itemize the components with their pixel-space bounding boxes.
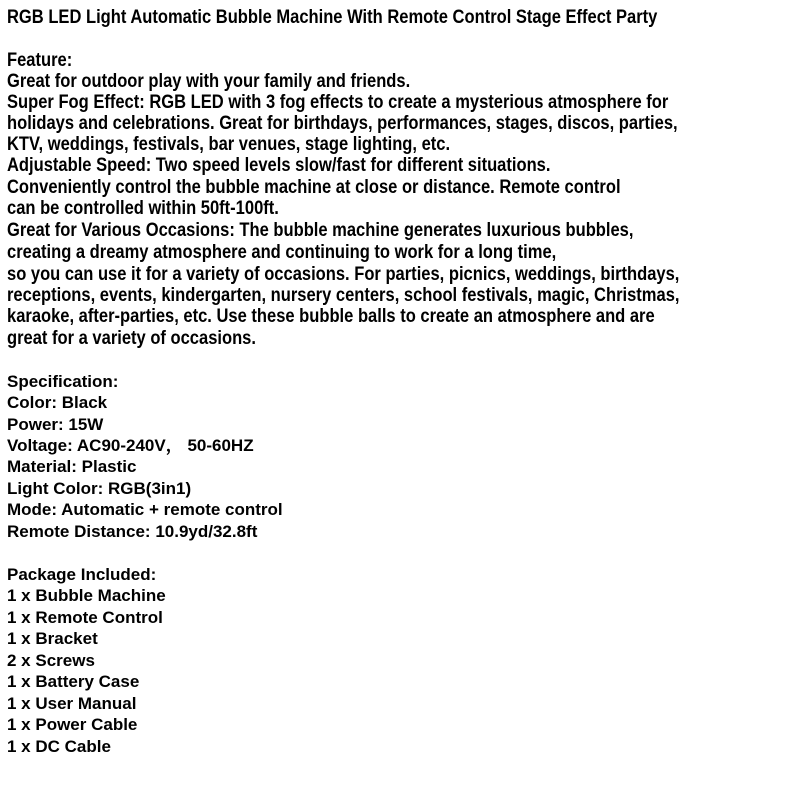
package-item: 1 x Remote Control — [7, 608, 163, 627]
spec-line: Light Color: RGB(3in1) — [7, 479, 192, 498]
feature-line: Super Fog Effect: RGB LED with 3 fog effects to create a mysterious atmosphere for — [7, 92, 669, 113]
package-item: 1 x Bracket — [7, 629, 98, 648]
feature-line: so you can use it for a variety of occasions. For parties, picnics, weddings, birthdays, — [7, 264, 680, 285]
feature-line: holidays and celebrations. Great for birthdays, performances, stages, discos, parties, — [7, 113, 678, 134]
package-item: 1 x User Manual — [7, 694, 137, 713]
spec-line: Material: Plastic — [7, 457, 137, 476]
feature-line: KTV, weddings, festivals, bar venues, stage lighting, etc. — [7, 134, 451, 155]
package-item: 1 x Bubble Machine — [7, 586, 166, 605]
package-item: 1 x Battery Case — [7, 672, 140, 691]
feature-line: can be controlled within 50ft-100ft. — [7, 198, 279, 219]
feature-line: Great for Various Occasions: The bubble machine generates luxurious bubbles, — [7, 220, 634, 241]
package-heading: Package Included: — [7, 565, 157, 584]
feature-line: creating a dreamy atmosphere and continuing to work for a long time, — [7, 242, 557, 263]
spec-line: Power: 15W — [7, 415, 104, 434]
feature-line: Adjustable Speed: Two speed levels slow/fast for different situations. — [7, 155, 551, 176]
feature-heading: Feature: — [7, 50, 73, 71]
spec-line: Color: Black — [7, 393, 108, 412]
feature-line: great for a variety of occasions. — [7, 328, 256, 349]
spec-line: Remote Distance: 10.9yd/32.8ft — [7, 522, 258, 541]
feature-line: karaoke, after-parties, etc. Use these bubble balls to create an atmosphere and are — [7, 306, 655, 327]
package-item: 1 x Power Cable — [7, 715, 138, 734]
specification-heading: Specification: — [7, 372, 119, 391]
feature-line: receptions, events, kindergarten, nursery centers, school festivals, magic, Christmas, — [7, 285, 680, 306]
feature-line: Conveniently control the bubble machine at close or distance. Remote control — [7, 177, 621, 198]
feature-line: Great for outdoor play with your family and friends. — [7, 71, 411, 92]
package-item: 2 x Screws — [7, 651, 95, 670]
package-item: 1 x DC Cable — [7, 737, 111, 756]
product-title: RGB LED Light Automatic Bubble Machine With Remote Control Stage Effect Party — [7, 7, 658, 28]
spec-line: Mode: Automatic + remote control — [7, 500, 283, 519]
spec-line: Voltage: AC90-240V， 50-60HZ — [7, 436, 254, 455]
